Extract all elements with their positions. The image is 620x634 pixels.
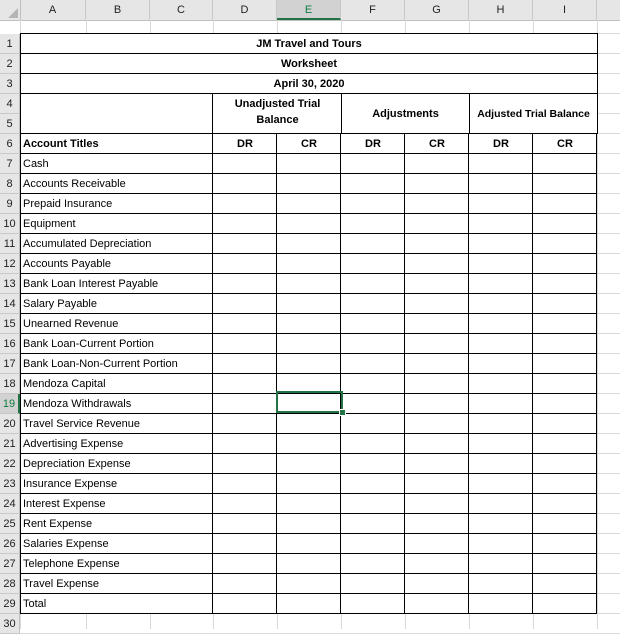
select-all-corner[interactable] [0, 0, 21, 20]
amount-cell [340, 593, 405, 614]
amount-cell [532, 413, 597, 434]
amount-cell [404, 173, 469, 194]
amount-cell [212, 453, 277, 474]
amount-cell [404, 313, 469, 334]
amount-cell [340, 413, 405, 434]
amount-cell [468, 393, 533, 414]
account-titles-header: Account Titles [23, 138, 99, 150]
amount-cell [276, 573, 341, 594]
row-header-30[interactable]: 30 [0, 614, 20, 634]
account-title[interactable]: Rent Expense [23, 518, 93, 530]
account-title[interactable]: Bank Loan-Non-Current Portion [23, 358, 178, 370]
amount-cell [532, 373, 597, 394]
amount-cell [340, 193, 405, 214]
unadjusted-cr-header: CR [301, 138, 317, 150]
row-header-1[interactable]: 1 [0, 34, 20, 54]
amount-cell [404, 253, 469, 274]
adjusted-dr-header: DR [493, 138, 509, 150]
amount-cell [404, 433, 469, 454]
row-header-21[interactable]: 21 [0, 434, 20, 454]
select-all-icon [8, 8, 18, 18]
account-title[interactable]: Prepaid Insurance [23, 198, 113, 210]
amount-cell [276, 433, 341, 454]
amount-cell [340, 293, 405, 314]
column-header-g[interactable]: G [405, 0, 469, 20]
amount-cell [468, 233, 533, 254]
row-header-23[interactable]: 23 [0, 474, 20, 494]
adjustments-dr-header: DR [365, 138, 381, 150]
row-header-11[interactable]: 11 [0, 234, 20, 254]
row-header-26[interactable]: 26 [0, 534, 20, 554]
row-header-24[interactable]: 24 [0, 494, 20, 514]
amount-cell [532, 493, 597, 514]
amount-cell [404, 473, 469, 494]
account-title[interactable]: Accumulated Depreciation [23, 238, 152, 250]
row-header-20[interactable]: 20 [0, 414, 20, 434]
adjusted-trial-balance-header: Adjusted Trial Balance [477, 108, 590, 120]
amount-cell [276, 213, 341, 234]
account-title[interactable]: Insurance Expense [23, 478, 118, 490]
amount-cell [212, 293, 277, 314]
amount-cell [276, 333, 341, 354]
amount-cell [276, 173, 341, 194]
amount-cell [212, 513, 277, 534]
amount-cell [340, 333, 405, 354]
amount-cell [212, 413, 277, 434]
amount-cell [532, 433, 597, 454]
amount-cell [532, 473, 597, 494]
amount-cell [468, 293, 533, 314]
row-header-3[interactable]: 3 [0, 74, 20, 94]
row-header-25[interactable]: 25 [0, 514, 20, 534]
amount-cell [468, 313, 533, 334]
amount-cell [532, 233, 597, 254]
account-title[interactable]: Accounts Payable [23, 258, 112, 270]
amount-cell [468, 213, 533, 234]
amount-cell [468, 153, 533, 174]
row-header-28[interactable]: 28 [0, 574, 20, 594]
account-title[interactable]: Interest Expense [23, 498, 106, 510]
amount-cell [468, 253, 533, 274]
fill-handle[interactable] [339, 409, 346, 416]
amount-cell [404, 153, 469, 174]
column-header-f[interactable]: F [341, 0, 405, 20]
amount-cell [468, 273, 533, 294]
row-header-5[interactable]: 5 [0, 114, 20, 134]
row-header-19[interactable]: 19 [0, 394, 20, 414]
row-header-22[interactable]: 22 [0, 454, 20, 474]
amount-cell [212, 193, 277, 214]
account-cell [20, 153, 213, 174]
amount-cell [340, 433, 405, 454]
amount-cell [404, 553, 469, 574]
row-header-27[interactable]: 27 [0, 554, 20, 574]
amount-cell [468, 513, 533, 534]
amount-cell [532, 353, 597, 374]
account-title[interactable]: Salary Payable [23, 298, 97, 310]
amount-cell [468, 333, 533, 354]
account-title[interactable]: Telephone Expense [23, 558, 120, 570]
amount-cell [276, 453, 341, 474]
amount-cell [532, 533, 597, 554]
amount-cell [276, 313, 341, 334]
row-header-14[interactable]: 14 [0, 294, 20, 314]
amount-cell [468, 413, 533, 434]
amount-cell [340, 273, 405, 294]
amount-cell [276, 413, 341, 434]
amount-cell [404, 353, 469, 374]
column-header-c[interactable]: C [150, 0, 213, 20]
amount-cell [276, 513, 341, 534]
column-header-d[interactable]: D [213, 0, 277, 20]
amount-cell [532, 553, 597, 574]
row-header-16[interactable]: 16 [0, 334, 20, 354]
column-header-e[interactable]: E [277, 0, 341, 20]
amount-cell [404, 593, 469, 614]
amount-cell [404, 413, 469, 434]
account-title[interactable]: Equipment [23, 218, 76, 230]
amount-cell [404, 213, 469, 234]
amount-cell [404, 373, 469, 394]
worksheet-date: April 30, 2020 [273, 78, 345, 90]
account-title[interactable]: Travel Service Revenue [23, 418, 140, 430]
account-title[interactable]: Bank Loan-Current Portion [23, 338, 154, 350]
amount-cell [532, 453, 597, 474]
amount-cell [212, 173, 277, 194]
amount-cell [212, 233, 277, 254]
row-header-13[interactable]: 13 [0, 274, 20, 294]
account-title[interactable]: Cash [23, 158, 49, 170]
amount-cell [468, 533, 533, 554]
amount-cell [532, 253, 597, 274]
amount-cell [212, 373, 277, 394]
company-name: JM Travel and Tours [256, 38, 362, 50]
amount-cell [468, 453, 533, 474]
amount-cell [276, 193, 341, 214]
account-title[interactable]: Travel Expense [23, 578, 100, 590]
amount-cell [468, 553, 533, 574]
amount-cell [532, 393, 597, 414]
amount-cell [276, 293, 341, 314]
row-header-7[interactable]: 7 [0, 154, 20, 174]
amount-cell [276, 473, 341, 494]
amount-cell [340, 453, 405, 474]
row-header-9[interactable]: 9 [0, 194, 20, 214]
blank-header-block [20, 93, 213, 134]
amount-cell [212, 393, 277, 414]
amount-cell [212, 493, 277, 514]
amount-cell [532, 573, 597, 594]
amount-cell [276, 153, 341, 174]
amount-cell [276, 493, 341, 514]
amount-cell [212, 473, 277, 494]
amount-cell [532, 213, 597, 234]
amount-cell [404, 453, 469, 474]
account-title[interactable]: Bank Loan Interest Payable [23, 278, 159, 290]
amount-cell [340, 353, 405, 374]
amount-cell [532, 273, 597, 294]
row-header-12[interactable]: 12 [0, 254, 20, 274]
amount-cell [340, 173, 405, 194]
account-title[interactable]: Depreciation Expense [23, 458, 131, 470]
row-header-10[interactable]: 10 [0, 214, 20, 234]
account-title[interactable]: Total [23, 598, 47, 610]
amount-cell [212, 273, 277, 294]
amount-cell [340, 553, 405, 574]
row-header-8[interactable]: 8 [0, 174, 20, 194]
amount-cell [468, 573, 533, 594]
amount-cell [532, 333, 597, 354]
row-header-17[interactable]: 17 [0, 354, 20, 374]
row-header-2[interactable]: 2 [0, 54, 20, 74]
column-header-a[interactable]: A [20, 0, 86, 20]
amount-cell [468, 173, 533, 194]
amount-cell [212, 553, 277, 574]
account-title[interactable]: Unearned Revenue [23, 318, 119, 330]
unadjusted-dr-header: DR [237, 138, 253, 150]
account-cell [20, 593, 213, 614]
amount-cell [212, 333, 277, 354]
amount-cell [340, 533, 405, 554]
amount-cell [340, 513, 405, 534]
amount-cell [404, 193, 469, 214]
column-header-b[interactable]: B [86, 0, 150, 20]
amount-cell [532, 513, 597, 534]
amount-cell [340, 213, 405, 234]
adjustments-header: Adjustments [372, 108, 439, 120]
amount-cell [468, 473, 533, 494]
amount-cell [468, 373, 533, 394]
amount-cell [532, 593, 597, 614]
amount-cell [212, 533, 277, 554]
row-header-15[interactable]: 15 [0, 314, 20, 334]
amount-cell [468, 493, 533, 514]
amount-cell [404, 573, 469, 594]
account-title[interactable]: Mendoza Capital [23, 378, 106, 390]
amount-cell [532, 193, 597, 214]
amount-cell [212, 253, 277, 274]
amount-cell [468, 353, 533, 374]
row-header-29[interactable]: 29 [0, 594, 20, 614]
adjustments-cr-header: CR [429, 138, 445, 150]
amount-cell [404, 233, 469, 254]
adjusted-cr-header: CR [557, 138, 573, 150]
amount-cell [340, 473, 405, 494]
account-title[interactable]: Advertising Expense [23, 438, 124, 450]
amount-cell [468, 193, 533, 214]
amount-cell [212, 433, 277, 454]
amount-cell [340, 253, 405, 274]
row-header-6[interactable]: 6 [0, 134, 20, 154]
amount-cell [340, 153, 405, 174]
unadjusted-trial-balance-header: Unadjusted Trial Balance [234, 98, 321, 126]
row-header-4[interactable]: 4 [0, 94, 20, 114]
account-title[interactable]: Salaries Expense [23, 538, 109, 550]
amount-cell [532, 313, 597, 334]
active-cell-e19[interactable] [276, 391, 343, 413]
account-title[interactable]: Accounts Receivable [23, 178, 126, 190]
amount-cell [404, 393, 469, 414]
amount-cell [276, 353, 341, 374]
amount-cell [404, 273, 469, 294]
amount-cell [340, 573, 405, 594]
amount-cell [276, 533, 341, 554]
amount-cell [212, 573, 277, 594]
amount-cell [340, 373, 405, 394]
amount-cell [212, 353, 277, 374]
amount-cell [212, 593, 277, 614]
amount-cell [532, 173, 597, 194]
amount-cell [468, 593, 533, 614]
amount-cell [212, 213, 277, 234]
amount-cell [340, 313, 405, 334]
amount-cell [340, 233, 405, 254]
amount-cell [276, 593, 341, 614]
amount-cell [340, 493, 405, 514]
amount-cell [340, 393, 405, 414]
amount-cell [212, 153, 277, 174]
column-header-i[interactable]: I [533, 0, 597, 20]
worksheet-title: Worksheet [280, 58, 338, 70]
amount-cell [532, 153, 597, 174]
amount-cell [532, 293, 597, 314]
column-header-h[interactable]: H [469, 0, 533, 20]
amount-cell [404, 513, 469, 534]
account-title[interactable]: Mendoza Withdrawals [23, 398, 132, 410]
amount-cell [404, 533, 469, 554]
amount-cell [404, 333, 469, 354]
amount-cell [404, 293, 469, 314]
amount-cell [468, 433, 533, 454]
amount-cell [276, 233, 341, 254]
amount-cell [404, 493, 469, 514]
amount-cell [276, 273, 341, 294]
amount-cell [276, 553, 341, 574]
amount-cell [276, 253, 341, 274]
row-header-18[interactable]: 18 [0, 374, 20, 394]
amount-cell [212, 313, 277, 334]
